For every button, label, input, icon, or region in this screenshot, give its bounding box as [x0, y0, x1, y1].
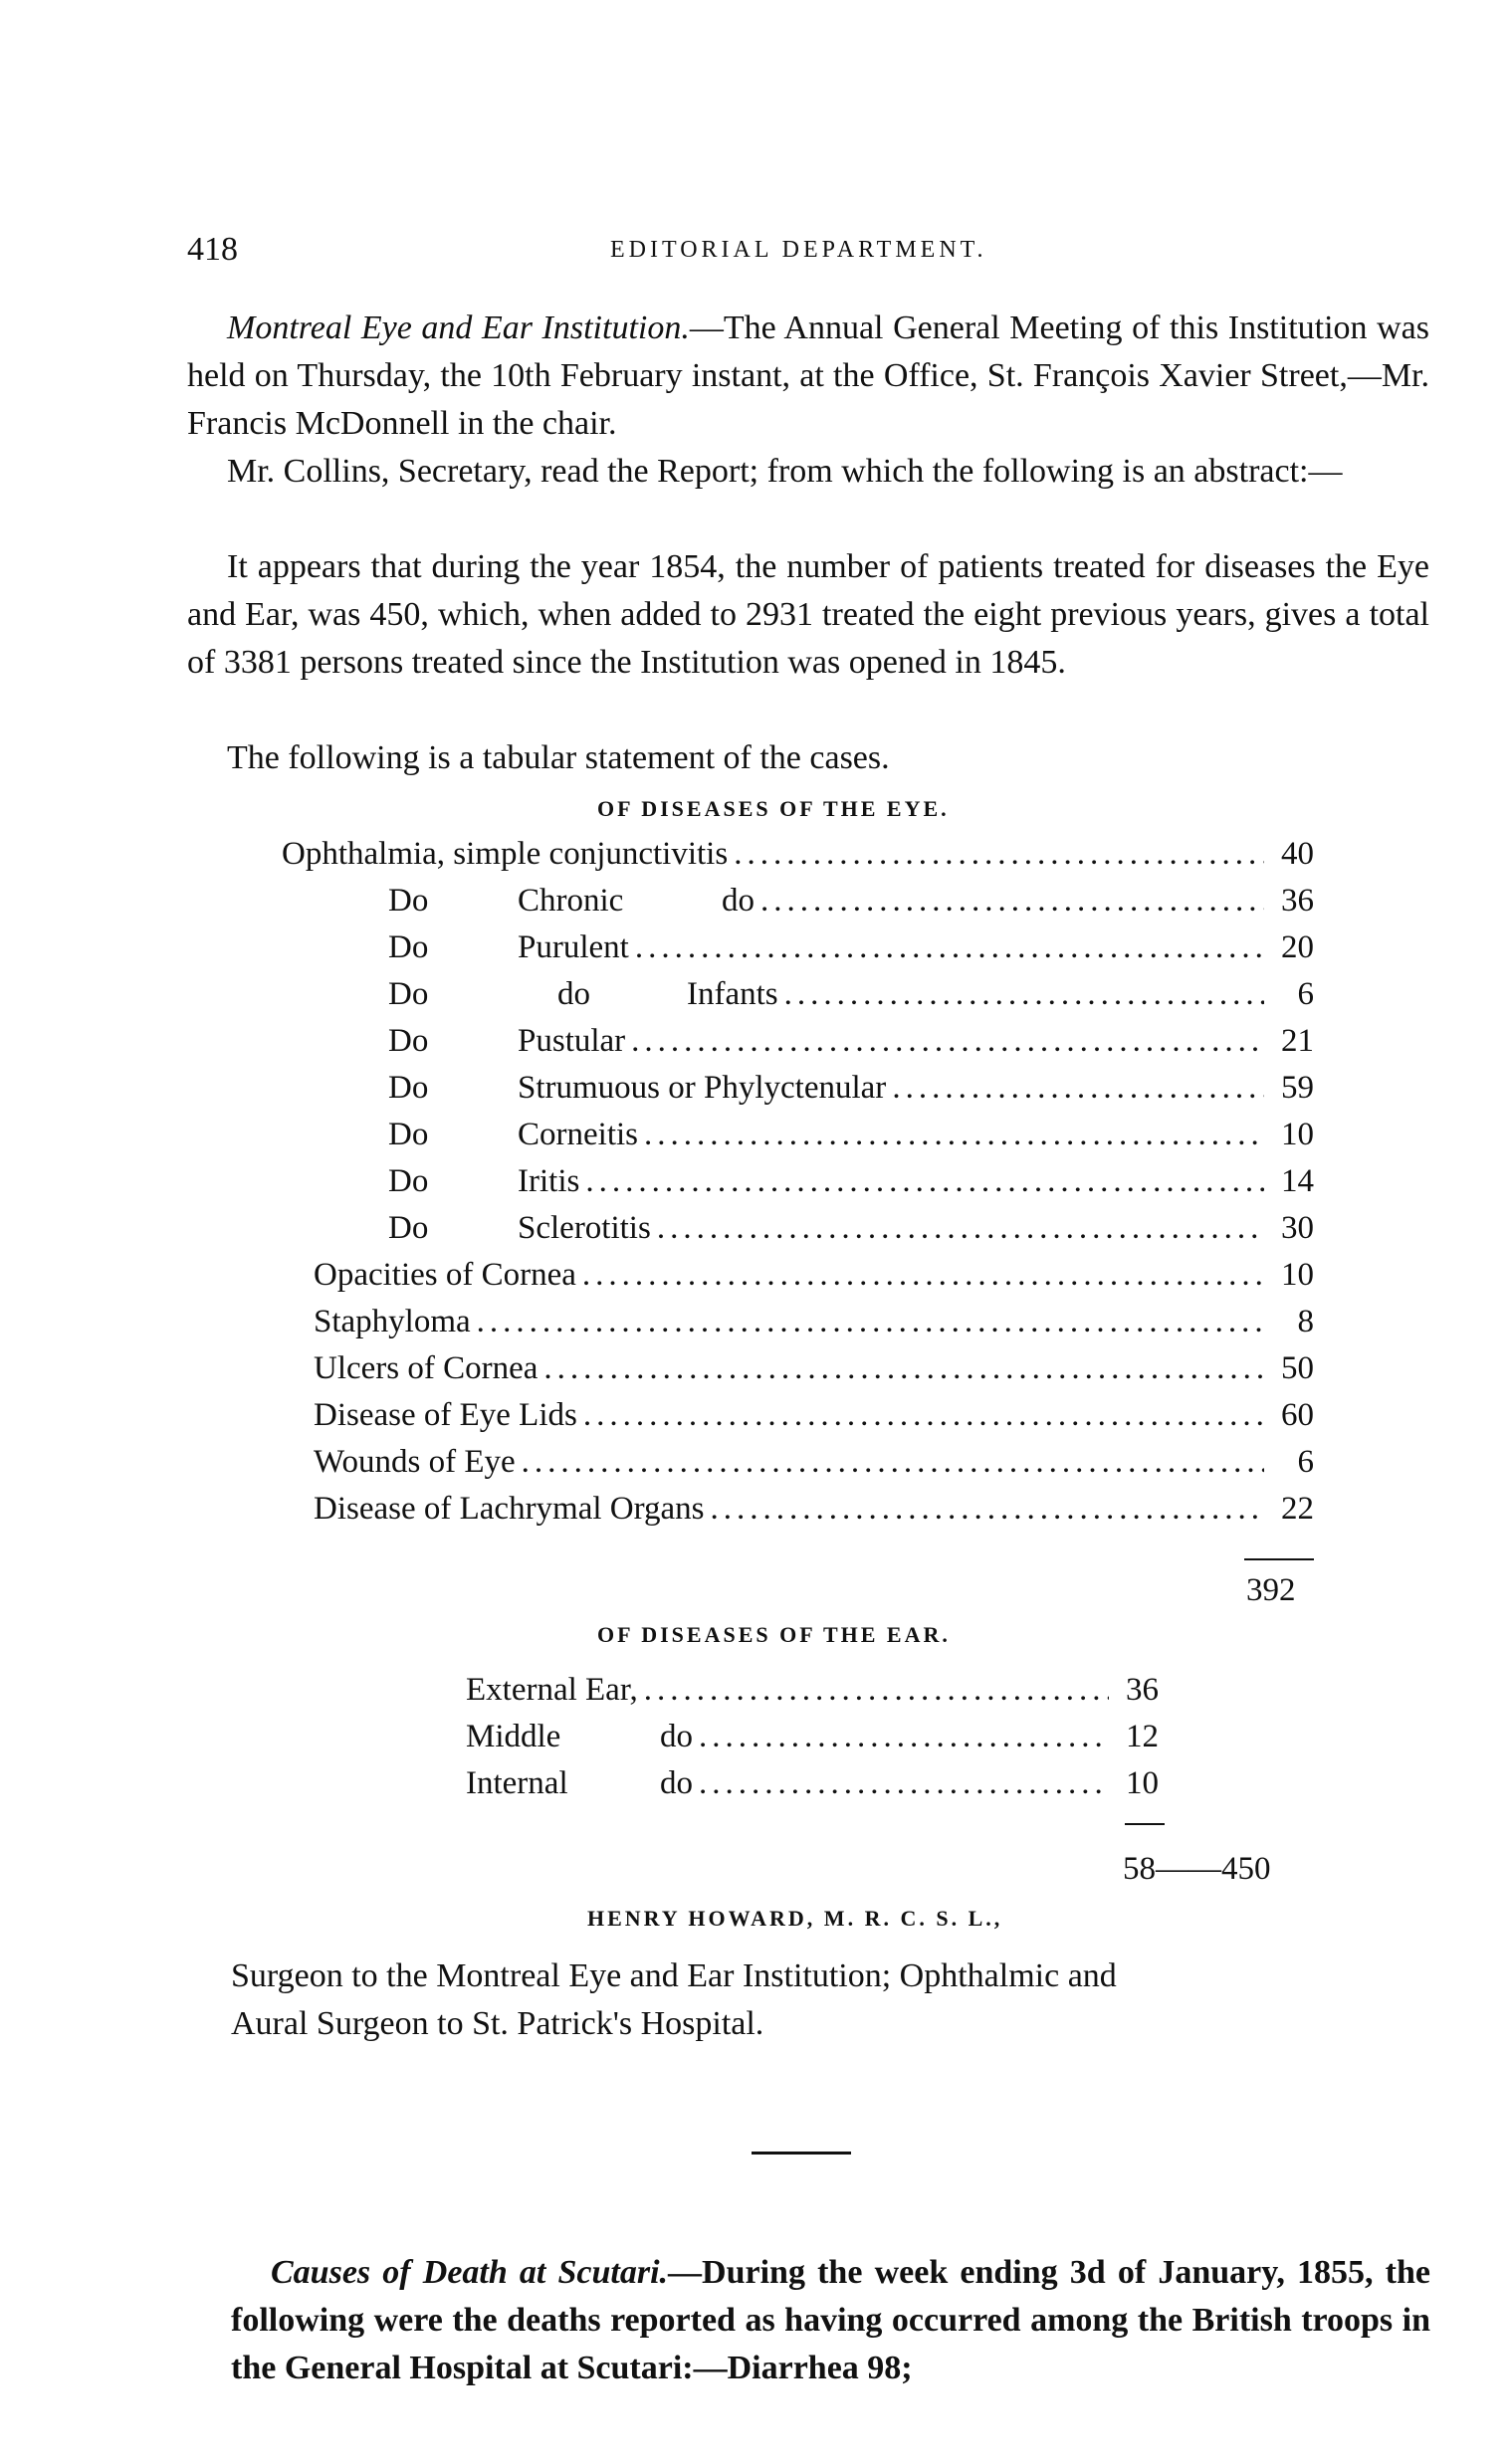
- row-sublabel: Sclerotitis: [518, 1210, 651, 1246]
- signature-affiliation-1: Surgeon to the Montreal Eye and Ear Institution; Ophthalmic and: [231, 1957, 1117, 1994]
- row-count: 8: [1297, 1304, 1314, 1339]
- leader-dots: [699, 1714, 1109, 1759]
- row-count: 60: [1281, 1397, 1314, 1433]
- row-sublabel: do: [557, 976, 590, 1012]
- ear-subtotal: 58: [1123, 1851, 1156, 1887]
- row-sublabel: Corneitis: [518, 1117, 638, 1152]
- row-qualifier: Infants: [687, 976, 778, 1012]
- row-count: 50: [1281, 1350, 1314, 1386]
- leader-dots: [583, 1392, 1264, 1438]
- row-qualifier: do: [660, 1765, 693, 1801]
- row-label: Internal: [466, 1765, 568, 1801]
- running-title: EDITORIAL DEPARTMENT.: [610, 237, 987, 263]
- row-count: 6: [1297, 1444, 1314, 1480]
- table-row: [314, 1252, 1314, 1298]
- leader-dots: [699, 1760, 1109, 1806]
- intro-paragraph: [187, 305, 1429, 448]
- table-row: [466, 1760, 1159, 1806]
- leader-dots: [657, 1205, 1264, 1251]
- total-dash: ——: [1156, 1851, 1221, 1887]
- leader-dots: [582, 1252, 1264, 1298]
- leader-dots: [644, 1667, 1109, 1713]
- leader-dots: [631, 1018, 1264, 1064]
- row-label: Staphyloma: [314, 1304, 471, 1339]
- row-label: External Ear,: [466, 1672, 638, 1708]
- table-row: [388, 1158, 1314, 1204]
- row-count: 14: [1281, 1163, 1314, 1199]
- scutari-title: Causes of Death at Scutari.: [271, 2254, 669, 2291]
- ear-sum-rule: [1125, 1823, 1165, 1825]
- table-row: [466, 1667, 1159, 1713]
- row-label: Do: [388, 1210, 429, 1246]
- report-text: Mr. Collins, Secretary, read the Report; from which the following is an abstract:—: [227, 453, 1343, 490]
- leader-dots: [734, 831, 1264, 877]
- table-row: [388, 971, 1314, 1017]
- scutari-text: —During the week ending 3d of January, 1855, the following were the deaths reported as having occurred among the British troops in the General Hospital at Scutari:—Diarrhea 98;: [231, 2254, 1430, 2386]
- row-label: Ophthalmia, simple conjunctivitis: [282, 836, 729, 872]
- leader-dots: [522, 1439, 1264, 1485]
- table-row: [314, 1439, 1314, 1485]
- table-row: [314, 1486, 1314, 1532]
- row-count: 30: [1281, 1210, 1314, 1246]
- row-count: 36: [1126, 1672, 1159, 1708]
- leader-dots: [760, 878, 1264, 924]
- row-label: Do: [388, 883, 429, 919]
- article-title: Montreal Eye and Ear Institution.: [227, 309, 690, 346]
- leader-dots: [543, 1345, 1264, 1391]
- report-paragraph: [187, 448, 1429, 496]
- table-row: [388, 1112, 1314, 1157]
- row-count: 21: [1281, 1023, 1314, 1059]
- row-sublabel: Purulent: [518, 929, 629, 965]
- row-label: Do: [388, 1163, 429, 1199]
- row-count: 40: [1281, 836, 1314, 872]
- table-row: [314, 1392, 1314, 1438]
- row-label: Wounds of Eye: [314, 1444, 516, 1480]
- grand-total: 450: [1221, 1851, 1271, 1887]
- table-row: [282, 831, 1314, 877]
- row-sublabel: Iritis: [518, 1163, 580, 1199]
- table-row: [466, 1714, 1159, 1759]
- table-row: [388, 1018, 1314, 1064]
- row-qualifier: do: [722, 883, 755, 919]
- table-row: [388, 1205, 1314, 1251]
- row-label: Opacities of Cornea: [314, 1257, 576, 1293]
- row-count: 10: [1126, 1765, 1159, 1801]
- eye-sum-rule: [1244, 1558, 1314, 1560]
- row-count: 36: [1281, 883, 1314, 919]
- leader-dots: [784, 971, 1264, 1017]
- row-sublabel: Strumuous or Phylyctenular: [518, 1070, 887, 1106]
- ear-section-heading: OF DISEASES OF THE EAR.: [597, 1622, 951, 1647]
- table-row: [388, 878, 1314, 924]
- leader-dots: [711, 1486, 1264, 1532]
- table-intro: The following is a tabular statement of the cases.: [227, 739, 890, 776]
- statistics-text: It appears that during the year 1854, the number of patients treated for diseases the Eye and Ear, was 450, which, when added to 2931 treated the eight previous years, gives a total of 3381 persons treated since the Institution was opened in 1845.: [187, 548, 1429, 681]
- table-row: [314, 1345, 1314, 1391]
- row-count: 10: [1281, 1117, 1314, 1152]
- row-qualifier: do: [660, 1719, 693, 1754]
- row-count: 12: [1126, 1719, 1159, 1754]
- eye-total: 392: [1246, 1572, 1296, 1608]
- row-sublabel: Chronic: [518, 883, 624, 919]
- eye-section-heading: OF DISEASES OF THE EYE.: [597, 796, 950, 821]
- row-count: 59: [1281, 1070, 1314, 1106]
- row-label: Do: [388, 929, 429, 965]
- row-label: Do: [388, 1117, 429, 1152]
- leader-dots: [644, 1112, 1264, 1157]
- row-label: Disease of Eye Lids: [314, 1397, 577, 1433]
- row-count: 10: [1281, 1257, 1314, 1293]
- leader-dots: [585, 1158, 1264, 1204]
- statistics-paragraph: [187, 543, 1429, 687]
- row-label: Middle: [466, 1719, 561, 1754]
- scutari-paragraph: [231, 2249, 1430, 2392]
- page-number: 418: [187, 231, 238, 268]
- row-count: 6: [1297, 976, 1314, 1012]
- leader-dots: [477, 1299, 1264, 1344]
- ear-totals: [1123, 1851, 1271, 1888]
- table-row: [314, 1299, 1314, 1344]
- signature-name: HENRY HOWARD, M. R. C. S. L.,: [587, 1906, 1003, 1931]
- row-sublabel: Pustular: [518, 1023, 626, 1059]
- signature-affiliation-2: Aural Surgeon to St. Patrick's Hospital.: [231, 2005, 764, 2042]
- leader-dots: [892, 1065, 1264, 1111]
- row-count: 20: [1281, 929, 1314, 965]
- intro-text: —The Annual General Meeting of this Institution was held on Thursday, the 10th February instant, at the Office, St. François Xavier Street,—Mr. Francis McDonnell in the chair.: [187, 309, 1429, 442]
- page-header: [187, 231, 1332, 271]
- row-count: 22: [1281, 1491, 1314, 1527]
- row-label: Do: [388, 1070, 429, 1106]
- table-row: [388, 924, 1314, 970]
- table-row: [388, 1065, 1314, 1111]
- row-label: Do: [388, 976, 429, 1012]
- row-label: Disease of Lachrymal Organs: [314, 1491, 705, 1527]
- row-label: Do: [388, 1023, 429, 1059]
- section-divider: [752, 2152, 851, 2155]
- leader-dots: [635, 924, 1264, 970]
- row-label: Ulcers of Cornea: [314, 1350, 539, 1386]
